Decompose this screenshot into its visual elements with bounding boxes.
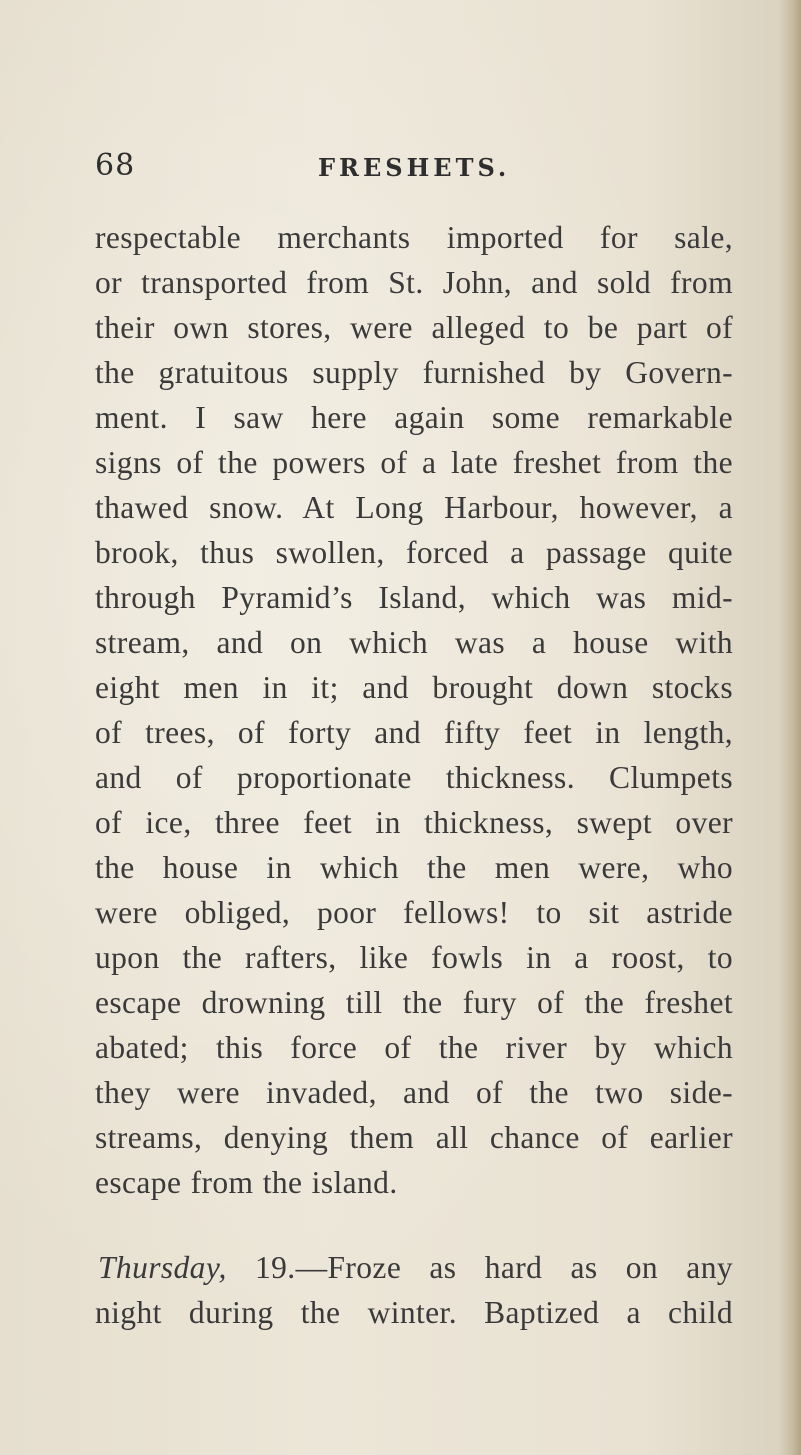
paragraph-gap [95, 1205, 733, 1245]
page-header [95, 146, 735, 186]
text-line: abated; this force of the river by which [95, 1030, 733, 1065]
text-line: or transported from St. John, and sold from [95, 265, 733, 300]
text-line: the gratuitous supply furnished by Govern- [95, 355, 733, 390]
text-line: of ice, three feet in thickness, swept over [95, 805, 733, 840]
text-line: signs of the powers of a late freshet from the [95, 445, 733, 480]
text-line: they were invaded, and of the two side- [95, 1075, 733, 1110]
date-rest: 19.—Froze as hard as on any [226, 1250, 733, 1285]
paragraph-1 [95, 215, 733, 1205]
text-line: upon the rafters, like fowls in a roost, to [95, 940, 733, 975]
text-line: the house in which the men were, who [95, 850, 733, 885]
text-line: were obliged, poor fellows! to sit astride [95, 895, 733, 930]
text-line: brook, thus swollen, forced a passage quite [95, 535, 733, 570]
text-line: stream, and on which was a house with [95, 625, 733, 660]
text-line: respectable merchants imported for sale, [95, 220, 733, 255]
text-line: escape drowning till the fury of the freshet [95, 985, 733, 1020]
text-line: through Pyramid’s Island, which was mid- [95, 580, 733, 615]
text-line: eight men in it; and brought down stocks [95, 670, 733, 705]
paragraph-2 [95, 1245, 733, 1335]
running-head: FRESHETS. [318, 153, 511, 182]
date-italic: Thursday, [98, 1250, 227, 1285]
text-line: ment. I saw here again some remarkable [95, 400, 733, 435]
body-text [95, 215, 733, 1335]
text-line: their own stores, were alleged to be part of [95, 310, 733, 345]
page-edge-shadow [779, 0, 801, 1455]
text-line: of trees, of forty and fifty feet in length, [95, 715, 733, 750]
text-line: thawed snow. At Long Harbour, however, a [95, 490, 733, 525]
text-line [95, 1245, 733, 1290]
text-line: escape from the island. [95, 1165, 398, 1200]
text-line: streams, denying them all chance of earlier [95, 1120, 733, 1155]
text-line: night during the winter. Baptized a child [95, 1295, 733, 1330]
page-number: 68 [95, 148, 136, 183]
text-line: and of proportionate thickness. Clumpets [95, 760, 733, 795]
